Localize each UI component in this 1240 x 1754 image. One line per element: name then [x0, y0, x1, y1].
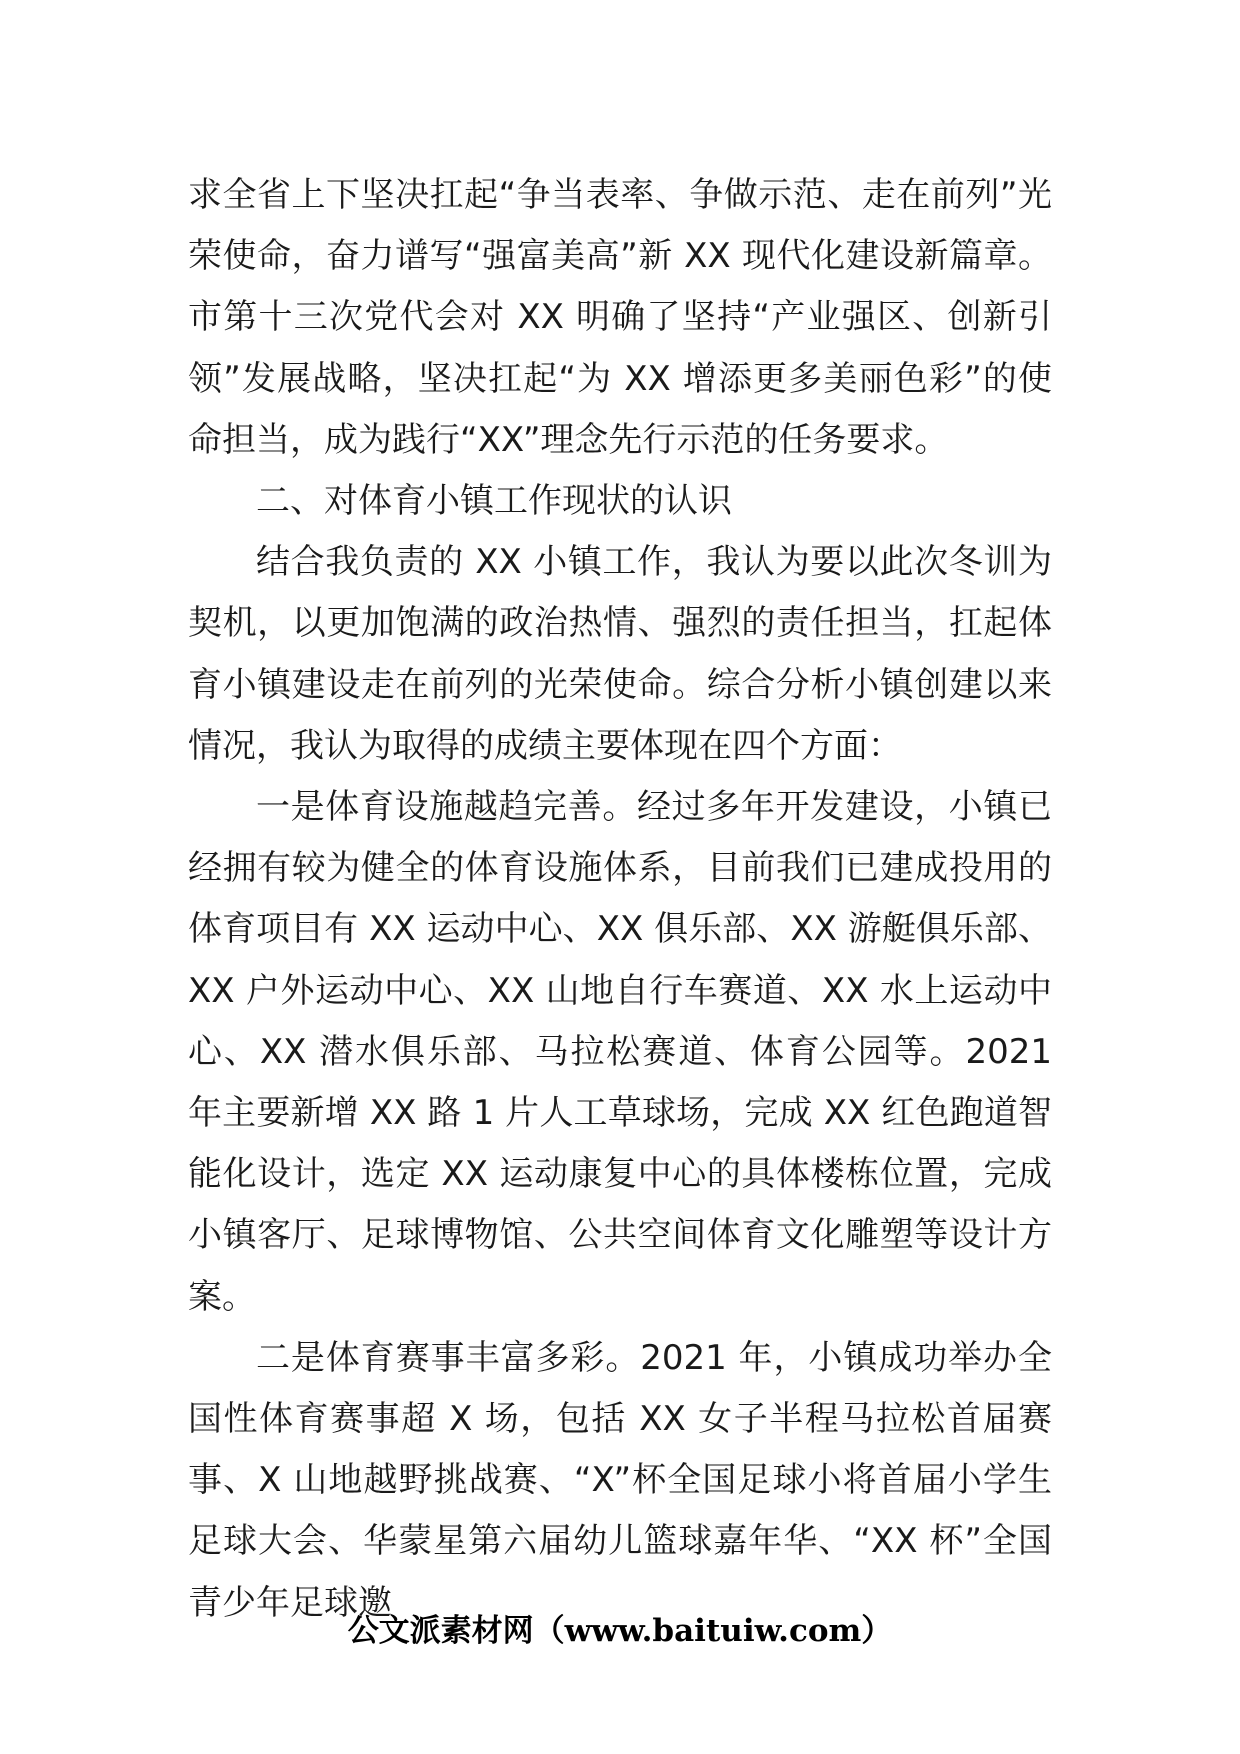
footer-watermark: 公文派素材网（www.baituiw.com） [347, 1613, 893, 1649]
section-heading: 二、对体育小镇工作现状的认识 [256, 481, 732, 522]
paragraph-continuation: 求全省上下坚决扛起“争当表率、争做示范、走在前列”光荣使命，奋力谱写“强富美高”新 XX 现代化建设新篇章。市第十三次党代会对 XX 明确了坚持“产业强区、创新引领”发展战略，坚决扛起“为 XX 增添更多美丽色彩”的使命担当，成为践行“XX”理念先行示范的任务要求。 [188, 175, 1052, 460]
paragraph-facilities: 一是体育设施越趋完善。经过多年开发建设，小镇已经拥有较为健全的体育设施体系，目前我们已建成投用的体育项目有 XX 运动中心、XX 俱乐部、XX 游艇俱乐部、XX 户外运动中心、XX 山地自行车赛道、XX 水上运动中心、XX 潜水俱乐部、马拉松赛道、体育公园等。2021 年主要新增 XX 路 1 片人工草球场，完成 XX 红色跑道智能化设计，选定 XX 运动康复中心的具体楼栋位置，完成小镇客厅、足球博物馆、公共空间体育文化雕塑等设计方案。 [188, 787, 1052, 1317]
document-body [188, 165, 1052, 1634]
paragraph-events: 二是体育赛事丰富多彩。2021 年，小镇成功举办全国性体育赛事超 X 场，包括 XX 女子半程马拉松首届赛事、X 山地越野挑战赛、“X”杯全国足球小将首届小学生足球大会、华蒙星第六届幼儿篮球嘉年华、“XX 杯”全国青少年足球邀 [188, 1337, 1052, 1623]
paragraph-intro: 结合我负责的 XX 小镇工作，我认为要以此次冬训为契机，以更加饱满的政治热情、强烈的责任担当，扛起体育小镇建设走在前列的光荣使命。综合分析小镇创建以来情况，我认为取得的成绩主要体现在四个方面： [188, 542, 1052, 766]
